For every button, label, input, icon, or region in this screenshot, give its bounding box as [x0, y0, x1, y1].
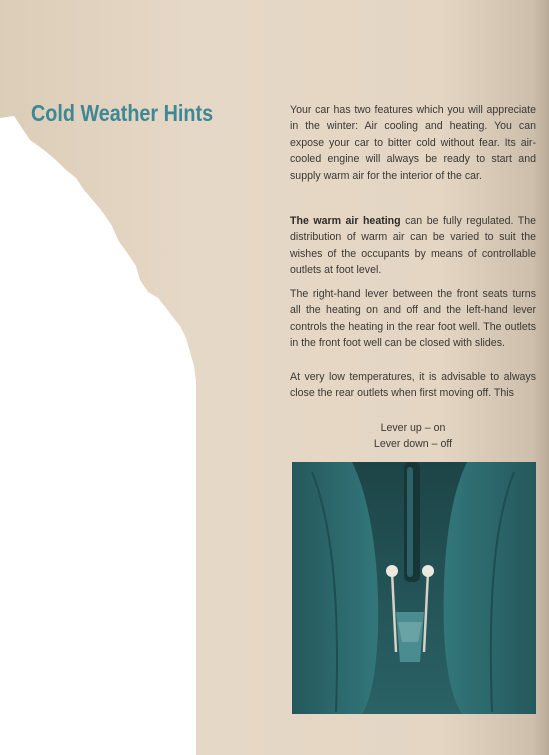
- caption-line-down: Lever down – off: [373, 438, 453, 450]
- caption-line-up: Lever up – on: [380, 422, 446, 434]
- paragraph-text: The right-hand lever between the front seats turns all the heating on and off and the left-hand lever controls the heating in the rear foot well. The outlets in the front foot well can be closed with slides.: [290, 288, 536, 350]
- paragraph-text: At very low temperatures, it is advisable to always close the rear outlets when first moving off. This: [290, 371, 536, 400]
- page-title: Cold Weather Hints: [31, 100, 214, 126]
- paragraph-text: can be fully regulated. The distribution of warm air can be varied to suit the wishes of the occupants by means of controllable outlets at foot level.: [290, 215, 536, 277]
- paragraph-text: Your car has two features which you will appreciate in the winter: Air cooling and heating. You can expose your car to bitter cold without fear. Its air-cooled engine will always be ready to start and supply warm air for the interior of the car.: [290, 104, 536, 182]
- paragraph-lead: The warm air heating: [290, 215, 401, 227]
